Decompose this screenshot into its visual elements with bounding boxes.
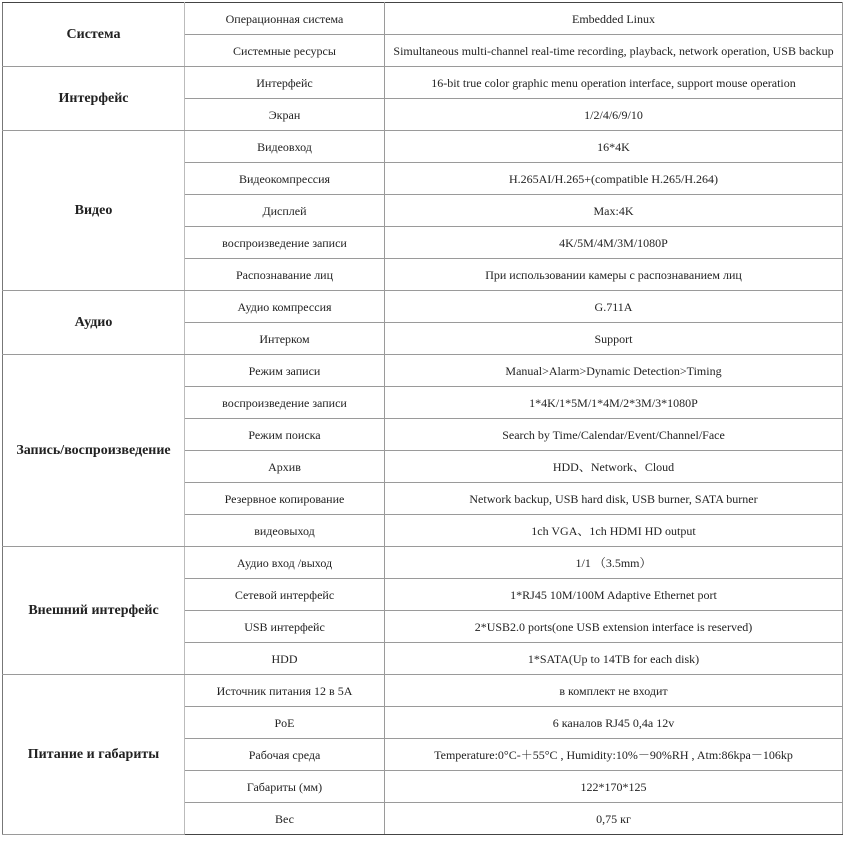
param-cell: видеовыход (185, 515, 385, 547)
param-cell: USB интерфейс (185, 611, 385, 643)
param-cell: Операционная система (185, 3, 385, 35)
param-cell: Резервное копирование (185, 483, 385, 515)
category-cell: Запись/воспроизведение (3, 355, 185, 547)
value-cell: Search by Time/Calendar/Event/Channel/Face (385, 419, 843, 451)
value-cell: 1/2/4/6/9/10 (385, 99, 843, 131)
param-cell: Режим записи (185, 355, 385, 387)
table-row (3, 675, 843, 707)
param-cell: Экран (185, 99, 385, 131)
category-cell: Аудио (3, 291, 185, 355)
value-cell: 4K/5M/4M/3M/1080P (385, 227, 843, 259)
param-cell: Архив (185, 451, 385, 483)
value-cell: Embedded Linux (385, 3, 843, 35)
value-cell: Temperature:0°C-＋55°C , Humidity:10%－90%RH , Atm:86kpa－106kp (385, 739, 843, 771)
param-cell: Аудио вход /выход (185, 547, 385, 579)
value-cell: Network backup, USB hard disk, USB burner, SATA burner (385, 483, 843, 515)
param-cell: HDD (185, 643, 385, 675)
param-cell: Видеокомпрессия (185, 163, 385, 195)
param-cell: Режим поиска (185, 419, 385, 451)
param-cell: Дисплей (185, 195, 385, 227)
table-row (3, 67, 843, 99)
value-cell: 1*SATA(Up to 14TB for each disk) (385, 643, 843, 675)
value-cell: Max:4K (385, 195, 843, 227)
spec-table (2, 2, 843, 835)
value-cell: в комплект не входит (385, 675, 843, 707)
value-cell: Manual>Alarm>Dynamic Detection>Timing (385, 355, 843, 387)
value-cell: H.265AI/H.265+(compatible H.265/H.264) (385, 163, 843, 195)
value-cell: Support (385, 323, 843, 355)
value-cell: 1*RJ45 10M/100M Adaptive Ethernet port (385, 579, 843, 611)
table-row (3, 3, 843, 35)
param-cell: PoE (185, 707, 385, 739)
category-cell: Внешний интерфейс (3, 547, 185, 675)
value-cell: 1/1 （3.5mm） (385, 547, 843, 579)
param-cell: воспроизведение записи (185, 387, 385, 419)
value-cell: 2*USB2.0 ports(one USB extension interface is reserved) (385, 611, 843, 643)
param-cell: Аудио компрессия (185, 291, 385, 323)
table-row (3, 291, 843, 323)
value-cell: 16*4K (385, 131, 843, 163)
category-cell: Система (3, 3, 185, 67)
value-cell: HDD、Network、Cloud (385, 451, 843, 483)
value-cell: При использовании камеры с распознаванием лиц (385, 259, 843, 291)
value-cell: 0,75 кг (385, 803, 843, 835)
param-cell: Габариты (мм) (185, 771, 385, 803)
value-cell: G.711A (385, 291, 843, 323)
category-cell: Интерфейс (3, 67, 185, 131)
table-row (3, 131, 843, 163)
param-cell: Источник питания 12 в 5А (185, 675, 385, 707)
value-cell: 1*4K/1*5M/1*4M/2*3M/3*1080P (385, 387, 843, 419)
table-row (3, 355, 843, 387)
value-cell: 6 каналов RJ45 0,4а 12v (385, 707, 843, 739)
param-cell: Интерком (185, 323, 385, 355)
category-cell: Видео (3, 131, 185, 291)
param-cell: Интерфейс (185, 67, 385, 99)
param-cell: Распознавание лиц (185, 259, 385, 291)
value-cell: 1ch VGA、1ch HDMI HD output (385, 515, 843, 547)
param-cell: Системные ресурсы (185, 35, 385, 67)
value-cell: 122*170*125 (385, 771, 843, 803)
value-cell: 16-bit true color graphic menu operation interface, support mouse operation (385, 67, 843, 99)
value-cell: Simultaneous multi-channel real-time recording, playback, network operation, USB backup (385, 35, 843, 67)
category-cell: Питание и габариты (3, 675, 185, 835)
param-cell: Сетевой интерфейс (185, 579, 385, 611)
param-cell: Вес (185, 803, 385, 835)
param-cell: Рабочая среда (185, 739, 385, 771)
param-cell: воспроизведение записи (185, 227, 385, 259)
table-row (3, 547, 843, 579)
param-cell: Видеовход (185, 131, 385, 163)
